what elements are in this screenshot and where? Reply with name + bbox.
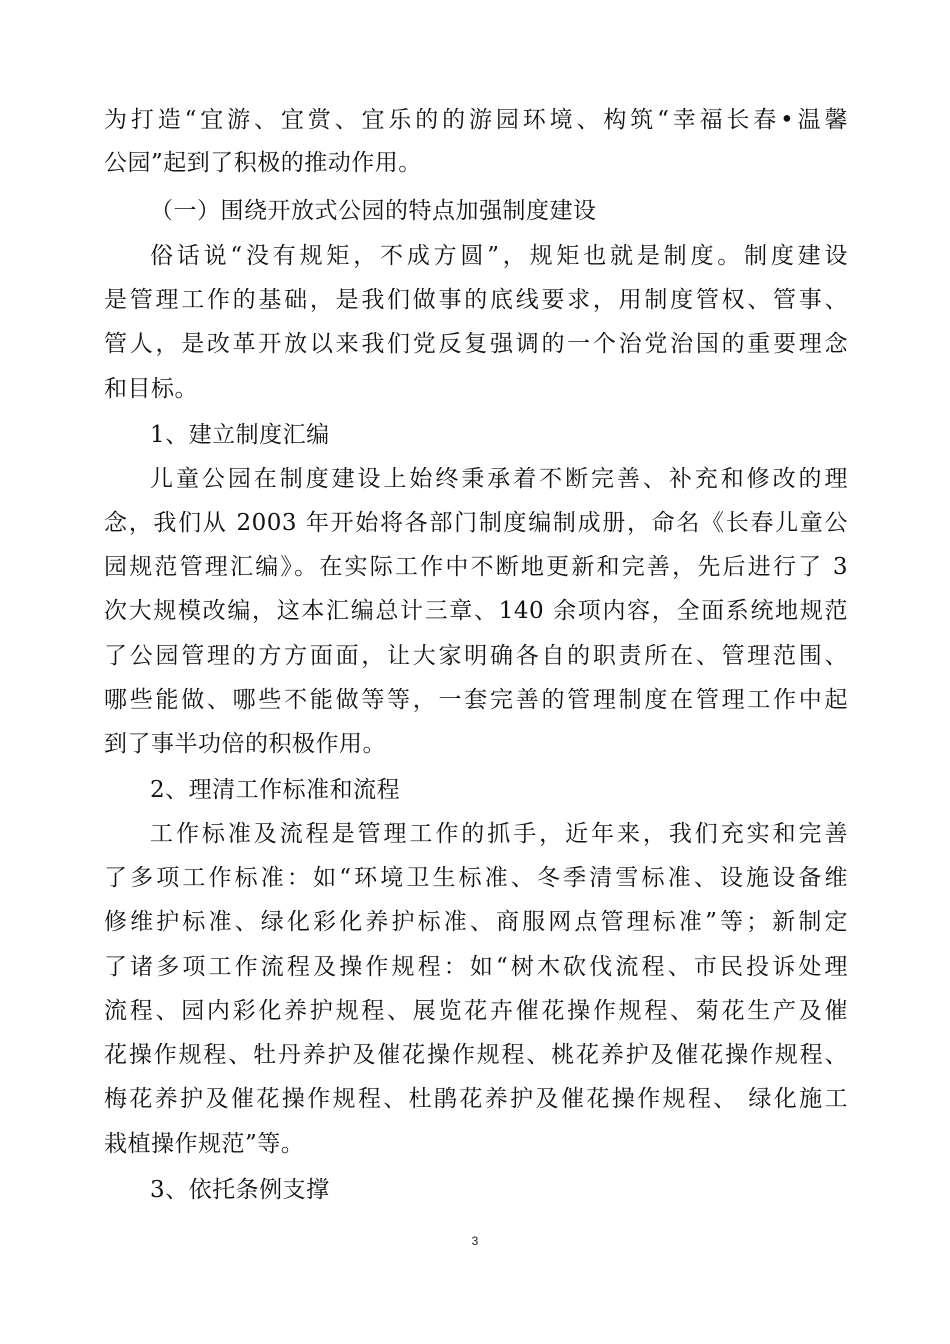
subsection-heading: 3、依托条例支撑 bbox=[150, 1177, 330, 1203]
body-text-line: 工作标准及流程是管理工作的抓手，近年来，我们充实和完善 bbox=[150, 821, 848, 847]
body-text-line: 修维护标准、绿化彩化养护标准、商服网点管理标准”等；新制定 bbox=[104, 909, 848, 935]
subsection-heading: 1、建立制度汇编 bbox=[150, 422, 330, 448]
body-text-line: 梅花养护及催花操作规程、杜鹃花养护及催花操作规程、 绿化施工 bbox=[104, 1086, 848, 1112]
body-text-line: 次大规模改编，这本汇编总计三章、140 余项内容，全面系统地规范 bbox=[104, 598, 848, 624]
page-number: 3 bbox=[471, 1234, 479, 1248]
body-text-line: 俗话说“没有规矩，不成方圆”，规矩也就是制度。制度建设 bbox=[150, 243, 848, 269]
section-heading: （一）围绕开放式公园的特点加强制度建设 bbox=[150, 198, 597, 224]
body-text-line: 儿童公园在制度建设上始终秉承着不断完善、补充和修改的理 bbox=[150, 466, 848, 492]
body-text-line: 管人，是改革开放以来我们党反复强调的一个治党治国的重要理念 bbox=[104, 331, 848, 357]
body-text-line: 了公园管理的方方面面，让大家明确各自的职责所在、管理范围、 bbox=[104, 643, 848, 669]
body-text-line: 到了事半功倍的积极作用。 bbox=[104, 731, 386, 757]
body-text-line: 为打造“宜游、宜赏、宜乐的的游园环境、构筑“幸福长春•温馨 bbox=[104, 107, 848, 133]
body-text-line: 花操作规程、牡丹养护及催花操作规程、桃花养护及催花操作规程、 bbox=[104, 1042, 848, 1068]
subsection-heading: 2、理清工作标准和流程 bbox=[150, 777, 401, 803]
body-text-line: 栽植操作规范”等。 bbox=[104, 1131, 305, 1157]
body-text-line: 公园”起到了积极的推动作用。 bbox=[104, 150, 422, 176]
body-text-line: 园规范管理汇编》。在实际工作中不断地更新和完善，先后进行了 3 bbox=[104, 554, 848, 580]
body-text-line: 念，我们从 2003 年开始将各部门制度编制成册，命名《长春儿童公 bbox=[104, 510, 848, 536]
body-text-line: 流程、园内彩化养护规程、展览花卉催花操作规程、菊花生产及催 bbox=[104, 998, 848, 1024]
body-text-line: 哪些能做、哪些不能做等等，一套完善的管理制度在管理工作中起 bbox=[104, 687, 848, 713]
body-text-line: 了多项工作标准：如“环境卫生标准、冬季清雪标准、设施设备维 bbox=[104, 865, 848, 891]
body-text-line: 是管理工作的基础，是我们做事的底线要求，用制度管权、管事、 bbox=[104, 287, 848, 313]
body-text-line: 和目标。 bbox=[104, 376, 198, 402]
body-text-line: 了诸多项工作流程及操作规程：如“树木砍伐流程、市民投诉处理 bbox=[104, 954, 848, 980]
